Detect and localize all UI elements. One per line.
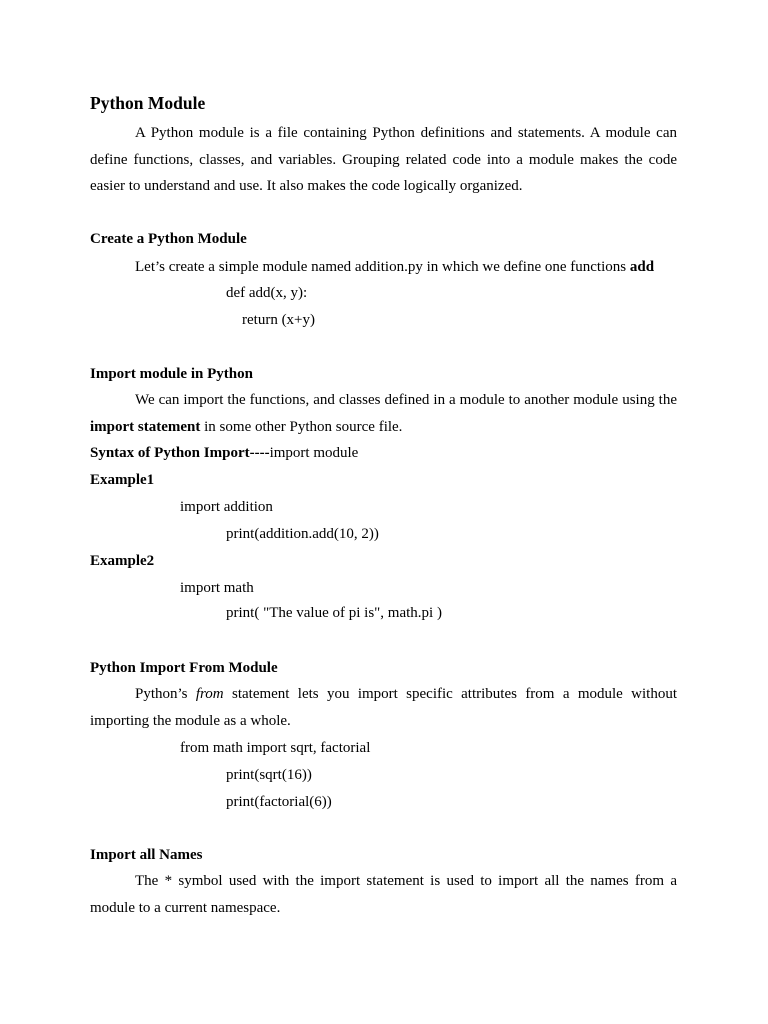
syntax-value: import module (269, 445, 359, 461)
code-line: from math import sqrt, factorial (180, 740, 371, 756)
create-paragraph (90, 254, 677, 281)
syntax-line (90, 445, 358, 462)
code-line: print(factorial(6)) (226, 794, 332, 810)
page-title: Python Module (90, 93, 206, 113)
from-text-before: Python’s (135, 686, 196, 702)
import-text-before: We can import the functions, and classes defined in a module to another module using the (135, 392, 677, 408)
code-line: print(sqrt(16)) (226, 767, 312, 783)
import-text-after: in some other Python source file. (200, 418, 403, 435)
example1-label: Example1 (90, 472, 155, 488)
intro-paragraph (90, 120, 677, 200)
import-paragraph (90, 387, 677, 440)
section-heading-create: Create a Python Module (90, 231, 247, 247)
create-bold-text: add (629, 259, 655, 275)
code-line: print( "The value of pi is", math.pi ) (226, 605, 442, 621)
import-bold-text: import statement (90, 418, 201, 435)
code-line: return (x+y) (242, 312, 316, 328)
from-paragraph (90, 681, 677, 734)
section-heading-from: Python Import From Module (90, 660, 278, 676)
syntax-label: Syntax of Python Import---- (90, 445, 270, 461)
example2-label: Example2 (90, 553, 155, 569)
all-paragraph (90, 868, 677, 921)
section-heading-import: Import module in Python (90, 366, 253, 382)
code-line: import addition (180, 499, 273, 515)
code-line: def add(x, y): (226, 285, 308, 301)
all-text: The * symbol used with the import statement is used to import all the names from a module to a current namespace. (90, 873, 677, 916)
code-line: print(addition.add(10, 2)) (226, 526, 379, 542)
create-text: Let’s create a simple module named addition.py in which we define one functions (135, 259, 630, 275)
code-line: import math (180, 580, 254, 596)
section-heading-all: Import all Names (90, 847, 203, 863)
intro-text: A Python module is a file containing Python definitions and statements. A module can define functions, classes, and variables. Grouping related code into a module makes the code easier to understand and use. It also makes the code logically organized. (90, 125, 677, 195)
from-text-after: statement lets you import specific attributes from a module without importing the module as a whole. (90, 686, 677, 729)
from-italic-text: from (195, 686, 224, 702)
